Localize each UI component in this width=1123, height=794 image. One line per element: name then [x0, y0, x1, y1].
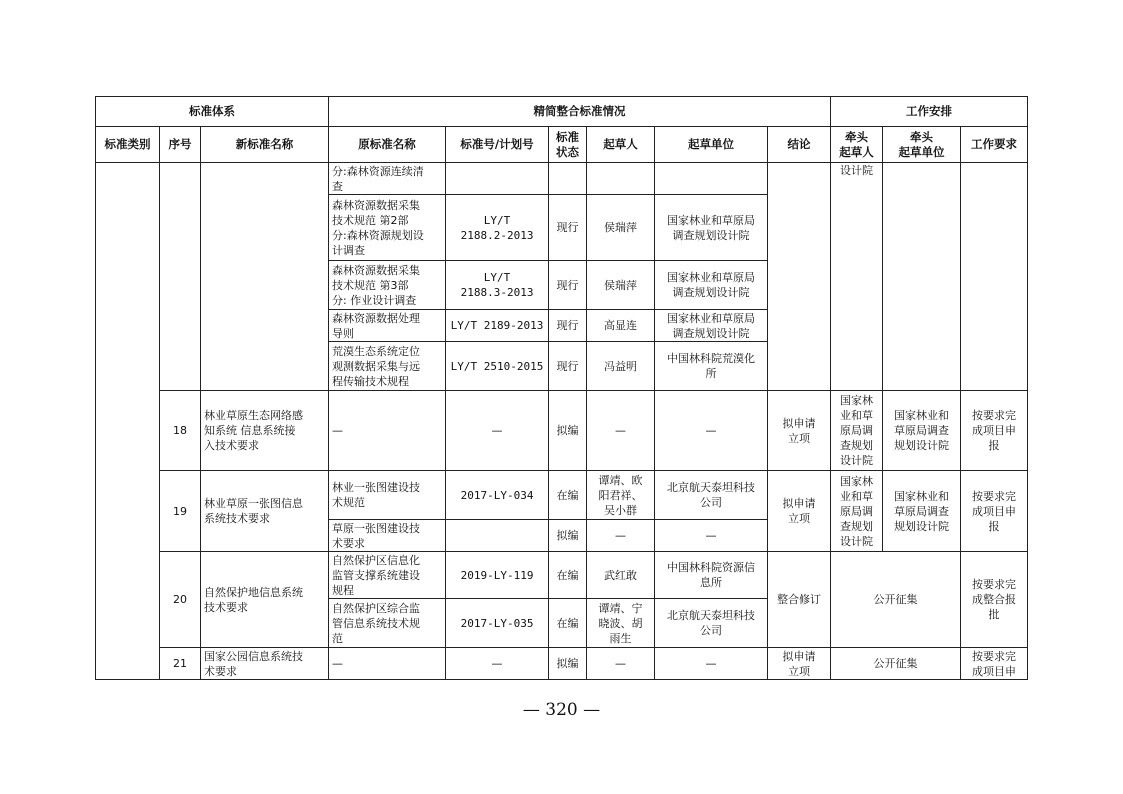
requirement-cell: 按要求完 成项目申 报 — [961, 391, 1028, 471]
lead-unit-cell — [883, 163, 961, 391]
orig-name-cell: — — [329, 391, 446, 471]
header-standard-system: 标准体系 — [96, 97, 329, 127]
status-cell: 拟编 — [549, 520, 587, 552]
status-cell: 现行 — [549, 310, 587, 342]
unit-cell: — — [655, 520, 768, 552]
header-lead-person: 牵头 起草人 — [831, 127, 883, 163]
lead-unit-cell: 国家林业和 草原局调查 规划设计院 — [883, 471, 961, 552]
orig-name-cell: 森林资源数据采集 技术规范 第2部 分:森林资源规划设 计调查 — [329, 195, 446, 261]
lead-person-cell: 国家林 业和草 原局调 查规划 设计院 — [831, 471, 883, 552]
status-cell: 在编 — [549, 552, 587, 599]
new-name-cell: 林业草原一张图信息 系统技术要求 — [201, 471, 329, 552]
requirement-cell — [961, 163, 1028, 391]
unit-cell: 北京航天泰坦科技 公司 — [655, 599, 768, 648]
code-cell: LY/T 2188.2-2013 — [446, 195, 549, 261]
table-row — [96, 163, 1028, 195]
no-cell: 21 — [160, 648, 201, 680]
conclusion-cell: 拟申请 立项 — [768, 391, 831, 471]
unit-cell: 中国林科院荒漠化 所 — [655, 342, 768, 391]
header-orig-name: 原标准名称 — [329, 127, 446, 163]
unit-cell: 中国林科院资源信 息所 — [655, 552, 768, 599]
drafter-cell: 谭靖、宁 晓波、胡 雨生 — [587, 599, 655, 648]
unit-cell: 国家林业和草原局 调查规划设计院 — [655, 261, 768, 310]
page-number: — 320 — — [522, 700, 601, 720]
no-cell: 19 — [160, 471, 201, 552]
status-cell: 现行 — [549, 342, 587, 391]
requirement-cell: 按要求完 成整合报 批 — [961, 552, 1028, 648]
header-column-row — [96, 127, 1028, 163]
header-code: 标准号/计划号 — [446, 127, 549, 163]
code-cell: 2019-LY-119 — [446, 552, 549, 599]
new-name-cell — [201, 163, 329, 391]
header-lead-unit: 牵头 起草单位 — [883, 127, 961, 163]
orig-name-cell: 分:森林资源连续清 查 — [329, 163, 446, 195]
drafter-cell: 谭靖、欧 阳君祥、 吴小群 — [587, 471, 655, 520]
drafter-cell: — — [587, 648, 655, 680]
drafter-cell: — — [587, 520, 655, 552]
code-cell: — — [446, 391, 549, 471]
requirement-cell: 按要求完 成项目申 报 — [961, 471, 1028, 552]
conclusion-cell: 拟申请 立项 — [768, 471, 831, 552]
orig-name-cell: — — [329, 648, 446, 680]
standards-table — [95, 96, 1028, 680]
status-cell: 拟编 — [549, 648, 587, 680]
drafter-cell — [587, 163, 655, 195]
unit-cell — [655, 163, 768, 195]
unit-cell: 国家林业和草原局 调查规划设计院 — [655, 310, 768, 342]
conclusion-cell: 拟申请 立项 — [768, 648, 831, 680]
table-row — [96, 471, 1028, 520]
unit-cell: — — [655, 648, 768, 680]
code-cell: LY/T 2189-2013 — [446, 310, 549, 342]
lead-person-cell: 国家林 业和草 原局调 查规划 设计院 — [831, 391, 883, 471]
header-consolidation: 精简整合标准情况 — [329, 97, 831, 127]
code-cell: 2017-LY-035 — [446, 599, 549, 648]
status-cell: 拟编 — [549, 391, 587, 471]
header-new-name: 新标准名称 — [201, 127, 329, 163]
orig-name-cell: 森林资源数据处理 导则 — [329, 310, 446, 342]
no-cell: 20 — [160, 552, 201, 648]
status-cell: 现行 — [549, 261, 587, 310]
code-cell: LY/T 2510-2015 — [446, 342, 549, 391]
orig-name-cell: 草原一张图建设技 术要求 — [329, 520, 446, 552]
orig-name-cell: 自然保护区信息化 监管支撑系统建设 规程 — [329, 552, 446, 599]
drafter-cell: 高显连 — [587, 310, 655, 342]
drafter-cell: 冯益明 — [587, 342, 655, 391]
new-name-cell: 林业草原生态网络感 知系统 信息系统接 入技术要求 — [201, 391, 329, 471]
unit-cell: — — [655, 391, 768, 471]
lead-person-cell: 设计院 — [831, 163, 883, 391]
requirement-cell: 按要求完 成项目申 — [961, 648, 1028, 680]
new-name-cell: 国家公园信息系统技 术要求 — [201, 648, 329, 680]
header-conclusion: 结论 — [768, 127, 831, 163]
code-cell: — — [446, 648, 549, 680]
orig-name-cell: 森林资源数据采集 技术规范 第3部 分: 作业设计调查 — [329, 261, 446, 310]
drafter-cell: 侯瑞萍 — [587, 195, 655, 261]
status-cell: 现行 — [549, 195, 587, 261]
unit-cell: 国家林业和草原局 调查规划设计院 — [655, 195, 768, 261]
code-cell: 2017-LY-034 — [446, 471, 549, 520]
header-work-arrangement: 工作安排 — [831, 97, 1028, 127]
unit-cell: 北京航天泰坦科技 公司 — [655, 471, 768, 520]
new-name-cell: 自然保护地信息系统 技术要求 — [201, 552, 329, 648]
conclusion-cell — [768, 163, 831, 391]
code-cell — [446, 163, 549, 195]
header-no: 序号 — [160, 127, 201, 163]
header-requirement: 工作要求 — [961, 127, 1028, 163]
lead-unit-cell: 国家林业和 草原局调查 规划设计院 — [883, 391, 961, 471]
orig-name-cell: 自然保护区综合监 管信息系统技术规 范 — [329, 599, 446, 648]
no-cell — [160, 163, 201, 391]
header-unit: 起草单位 — [655, 127, 768, 163]
status-cell: 在编 — [549, 599, 587, 648]
orig-name-cell: 荒漠生态系统定位 观测数据采集与远 程传输技术规程 — [329, 342, 446, 391]
category-cell — [96, 163, 160, 680]
header-status: 标准 状态 — [549, 127, 587, 163]
lead-cell: 公开征集 — [831, 648, 961, 680]
code-cell — [446, 520, 549, 552]
status-cell: 在编 — [549, 471, 587, 520]
orig-name-cell: 林业一张图建设技 术规范 — [329, 471, 446, 520]
code-cell: LY/T 2188.3-2013 — [446, 261, 549, 310]
table-row — [96, 552, 1028, 599]
no-cell: 18 — [160, 391, 201, 471]
drafter-cell: 武红敢 — [587, 552, 655, 599]
drafter-cell: — — [587, 391, 655, 471]
header-category: 标准类别 — [96, 127, 160, 163]
conclusion-cell: 整合修订 — [768, 552, 831, 648]
table-row — [96, 391, 1028, 471]
table-row — [96, 648, 1028, 680]
header-drafter: 起草人 — [587, 127, 655, 163]
lead-cell: 公开征集 — [831, 552, 961, 648]
status-cell — [549, 163, 587, 195]
header-group-row — [96, 97, 1028, 127]
drafter-cell: 侯瑞萍 — [587, 261, 655, 310]
